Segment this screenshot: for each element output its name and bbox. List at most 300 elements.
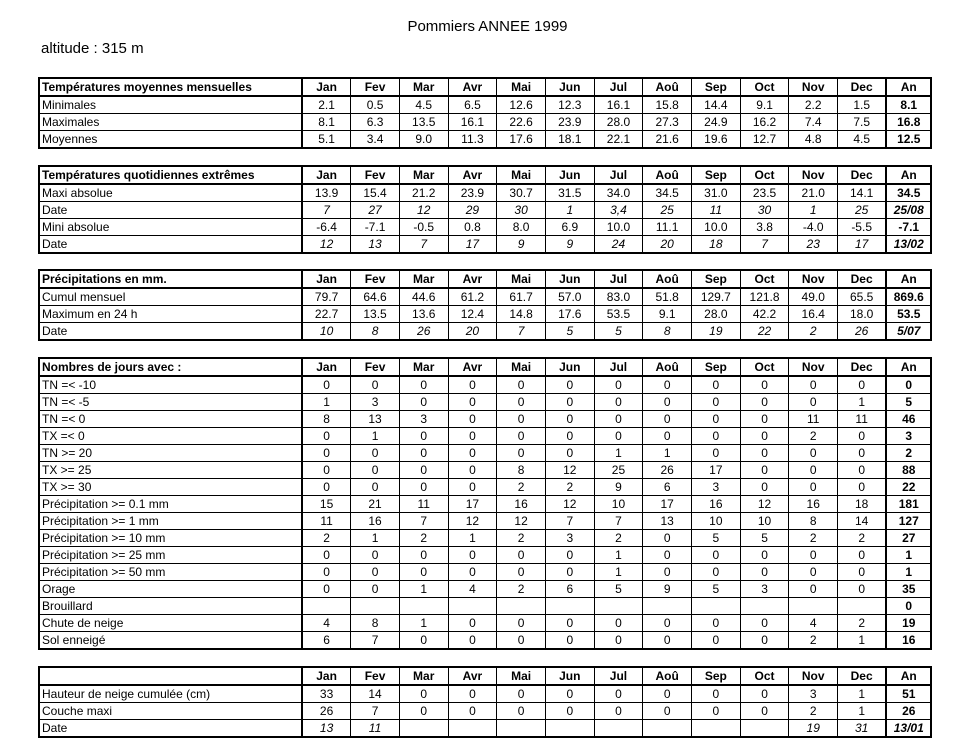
month-cell: 15	[302, 496, 351, 513]
table-header-row	[39, 358, 931, 376]
column-header: Jul	[594, 667, 643, 685]
month-cell: 0	[497, 547, 546, 564]
column-header: Jan	[302, 78, 351, 96]
month-cell: 16	[351, 513, 400, 530]
month-cell: 0	[643, 632, 692, 650]
month-cell: 0	[594, 632, 643, 650]
month-cell: 9.1	[740, 96, 789, 114]
month-cell: 6	[545, 581, 594, 598]
month-cell	[838, 598, 887, 615]
column-header: Jun	[545, 667, 594, 685]
column-header: An	[886, 667, 931, 685]
month-cell: 26	[302, 703, 351, 720]
month-cell: 25	[643, 202, 692, 219]
month-cell	[789, 598, 838, 615]
month-cell: 6.3	[351, 114, 400, 131]
month-cell: 0	[448, 632, 497, 650]
table-row	[39, 598, 931, 615]
month-cell: 22	[740, 323, 789, 341]
column-header: Jul	[594, 78, 643, 96]
month-cell: 0	[302, 547, 351, 564]
annual-cell: 8.1	[886, 96, 931, 114]
column-header: Sep	[692, 358, 741, 376]
month-cell: 17	[448, 496, 497, 513]
month-cell: 0	[399, 703, 448, 720]
month-cell: 57.0	[545, 288, 594, 306]
month-cell: 0	[351, 581, 400, 598]
month-cell	[594, 720, 643, 738]
month-cell: 0	[302, 479, 351, 496]
table-row	[39, 428, 931, 445]
month-cell: 19	[789, 720, 838, 738]
annual-cell: 5/07	[886, 323, 931, 341]
month-cell: 0	[594, 376, 643, 394]
month-cell: 0	[399, 479, 448, 496]
month-cell: 14.8	[497, 306, 546, 323]
month-cell: 44.6	[399, 288, 448, 306]
table-row	[39, 306, 931, 323]
month-cell	[448, 720, 497, 738]
month-cell: 16	[692, 496, 741, 513]
row-label: Couche maxi	[39, 703, 302, 720]
column-header: Jul	[594, 358, 643, 376]
month-cell: 129.7	[692, 288, 741, 306]
month-cell: 0	[740, 703, 789, 720]
table-precipitations	[38, 269, 932, 341]
month-cell: 0	[399, 632, 448, 650]
month-cell: 0	[448, 479, 497, 496]
month-cell: 14.4	[692, 96, 741, 114]
month-cell: 0	[302, 376, 351, 394]
month-cell: 0	[838, 376, 887, 394]
month-cell: 0	[789, 581, 838, 598]
month-cell: 1	[594, 445, 643, 462]
month-cell: 0	[351, 445, 400, 462]
month-cell	[692, 598, 741, 615]
month-cell: 0.8	[448, 219, 497, 236]
month-cell: 0	[692, 428, 741, 445]
month-cell: 0	[594, 703, 643, 720]
column-header: Avr	[448, 270, 497, 288]
column-header: Mai	[497, 270, 546, 288]
month-cell: 0	[643, 703, 692, 720]
month-cell: 0	[692, 376, 741, 394]
month-cell: 2	[497, 479, 546, 496]
month-cell: 11	[399, 496, 448, 513]
month-cell: 15.4	[351, 184, 400, 202]
column-header: Sep	[692, 270, 741, 288]
month-cell: 0	[692, 411, 741, 428]
month-cell: 21.6	[643, 131, 692, 149]
column-header: Jan	[302, 166, 351, 184]
column-header: Jun	[545, 78, 594, 96]
month-cell: 0	[302, 445, 351, 462]
month-cell: 11.3	[448, 131, 497, 149]
month-cell	[448, 598, 497, 615]
row-label: Cumul mensuel	[39, 288, 302, 306]
annual-cell: 53.5	[886, 306, 931, 323]
month-cell: 0	[545, 615, 594, 632]
month-cell: 3	[351, 394, 400, 411]
month-cell: 17	[838, 236, 887, 254]
month-cell: 8	[302, 411, 351, 428]
month-cell: 24	[594, 236, 643, 254]
month-cell: 1	[643, 445, 692, 462]
month-cell: 8	[351, 615, 400, 632]
month-cell: 0	[448, 462, 497, 479]
month-cell: 0	[643, 615, 692, 632]
annual-cell: 19	[886, 615, 931, 632]
month-cell: 0	[497, 394, 546, 411]
month-cell: 0	[497, 428, 546, 445]
month-cell: 23.9	[545, 114, 594, 131]
month-cell: 10	[740, 513, 789, 530]
month-cell: 21.0	[789, 184, 838, 202]
month-cell: 7	[594, 513, 643, 530]
month-cell: 30.7	[497, 184, 546, 202]
section-title: Températures quotidiennes extrêmes	[39, 166, 302, 184]
month-cell: 2	[594, 530, 643, 547]
month-cell: 0	[789, 445, 838, 462]
month-cell: 6.5	[448, 96, 497, 114]
column-header: Mar	[399, 358, 448, 376]
month-cell: 34.0	[594, 184, 643, 202]
month-cell: 0	[351, 479, 400, 496]
column-header: Mar	[399, 78, 448, 96]
month-cell: 22.1	[594, 131, 643, 149]
month-cell: 0	[399, 685, 448, 703]
column-header: Aoû	[643, 270, 692, 288]
month-cell: 0	[643, 376, 692, 394]
month-cell: 0	[594, 615, 643, 632]
column-header: Jun	[545, 166, 594, 184]
month-cell: 7	[545, 513, 594, 530]
annual-cell: 1	[886, 564, 931, 581]
month-cell: 0	[692, 394, 741, 411]
month-cell: 61.7	[497, 288, 546, 306]
month-cell: 0	[448, 428, 497, 445]
month-cell: 0	[448, 445, 497, 462]
column-header: Mai	[497, 78, 546, 96]
month-cell: 0	[740, 685, 789, 703]
month-cell: 18.1	[545, 131, 594, 149]
month-cell: 23.5	[740, 184, 789, 202]
month-cell: 0	[838, 564, 887, 581]
month-cell: 21	[351, 496, 400, 513]
month-cell: 2	[497, 530, 546, 547]
column-header: Avr	[448, 166, 497, 184]
annual-cell: 34.5	[886, 184, 931, 202]
month-cell: 0	[643, 685, 692, 703]
month-cell: 0	[643, 411, 692, 428]
month-cell: 12	[399, 202, 448, 219]
month-cell: 0	[399, 547, 448, 564]
annual-cell: 16.8	[886, 114, 931, 131]
table-row	[39, 462, 931, 479]
month-cell: 0	[448, 615, 497, 632]
column-header: Fev	[351, 78, 400, 96]
column-header: Fev	[351, 667, 400, 685]
annual-cell: 88	[886, 462, 931, 479]
month-cell: 3.8	[740, 219, 789, 236]
month-cell: 0	[302, 428, 351, 445]
annual-cell: 127	[886, 513, 931, 530]
month-cell: 0	[643, 428, 692, 445]
month-cell: 2	[545, 479, 594, 496]
month-cell: 12.3	[545, 96, 594, 114]
month-cell: 10	[594, 496, 643, 513]
table-row	[39, 323, 931, 341]
annual-cell: 22	[886, 479, 931, 496]
column-header: An	[886, 270, 931, 288]
month-cell: 0	[448, 703, 497, 720]
month-cell: 17	[643, 496, 692, 513]
column-header: Oct	[740, 166, 789, 184]
column-header: An	[886, 78, 931, 96]
table-row	[39, 530, 931, 547]
month-cell: 0	[594, 411, 643, 428]
annual-cell: 181	[886, 496, 931, 513]
column-header: Jun	[545, 270, 594, 288]
month-cell: 14	[838, 513, 887, 530]
month-cell: 8.1	[302, 114, 351, 131]
table-row	[39, 219, 931, 236]
month-cell: 5	[740, 530, 789, 547]
month-cell: 2.1	[302, 96, 351, 114]
table-row	[39, 615, 931, 632]
month-cell: 28.0	[594, 114, 643, 131]
month-cell: 12	[545, 462, 594, 479]
month-cell: 7	[351, 632, 400, 650]
month-cell: 23.9	[448, 184, 497, 202]
month-cell: 27	[351, 202, 400, 219]
month-cell: 10.0	[692, 219, 741, 236]
column-header: Oct	[740, 358, 789, 376]
month-cell: 16.2	[740, 114, 789, 131]
month-cell: 42.2	[740, 306, 789, 323]
month-cell	[399, 598, 448, 615]
annual-cell: 26	[886, 703, 931, 720]
row-label: Maxi absolue	[39, 184, 302, 202]
month-cell: 30	[497, 202, 546, 219]
month-cell: 25	[594, 462, 643, 479]
table-row	[39, 581, 931, 598]
month-cell: 6.9	[545, 219, 594, 236]
column-header: Oct	[740, 667, 789, 685]
table-row	[39, 703, 931, 720]
month-cell: 1.5	[838, 96, 887, 114]
table-neige	[38, 666, 932, 738]
column-header: Aoû	[643, 358, 692, 376]
column-header: Aoû	[643, 78, 692, 96]
row-label: TN >= 20	[39, 445, 302, 462]
month-cell: 0	[545, 445, 594, 462]
month-cell: -6.4	[302, 219, 351, 236]
month-cell: 12.7	[740, 131, 789, 149]
month-cell: 0	[497, 615, 546, 632]
column-header: Avr	[448, 78, 497, 96]
column-header: Sep	[692, 166, 741, 184]
month-cell: 2	[302, 530, 351, 547]
column-header: Nov	[789, 358, 838, 376]
month-cell: 9	[497, 236, 546, 254]
column-header: Avr	[448, 358, 497, 376]
column-header: Dec	[838, 166, 887, 184]
month-cell: 0	[692, 632, 741, 650]
month-cell	[497, 598, 546, 615]
month-cell: 0	[351, 462, 400, 479]
month-cell: 0	[399, 445, 448, 462]
month-cell: 49.0	[789, 288, 838, 306]
month-cell	[740, 598, 789, 615]
month-cell: 79.7	[302, 288, 351, 306]
month-cell: 16.1	[448, 114, 497, 131]
month-cell: 7	[740, 236, 789, 254]
month-cell: 26	[399, 323, 448, 341]
table-row	[39, 720, 931, 738]
column-header: Aoû	[643, 166, 692, 184]
month-cell: 1	[351, 530, 400, 547]
month-cell: 0	[740, 462, 789, 479]
month-cell	[740, 720, 789, 738]
month-cell: 0	[789, 547, 838, 564]
month-cell: 0	[740, 411, 789, 428]
month-cell: 12	[497, 513, 546, 530]
month-cell: 1	[594, 564, 643, 581]
annual-cell: 16	[886, 632, 931, 650]
column-header: Jan	[302, 358, 351, 376]
month-cell: 2	[497, 581, 546, 598]
month-cell: 1	[399, 581, 448, 598]
month-cell: 0	[838, 547, 887, 564]
month-cell: 28.0	[692, 306, 741, 323]
table-header-row	[39, 667, 931, 685]
month-cell: 7	[399, 236, 448, 254]
column-header: Dec	[838, 78, 887, 96]
month-cell: 9.0	[399, 131, 448, 149]
month-cell: 0	[789, 376, 838, 394]
month-cell: 0	[838, 581, 887, 598]
column-header: Jan	[302, 667, 351, 685]
column-header: Fev	[351, 358, 400, 376]
month-cell: 12	[448, 513, 497, 530]
column-header: Mai	[497, 358, 546, 376]
section-title: Nombres de jours avec :	[39, 358, 302, 376]
month-cell: 0	[789, 394, 838, 411]
month-cell: 11.1	[643, 219, 692, 236]
month-cell: 4.8	[789, 131, 838, 149]
month-cell: 0	[399, 376, 448, 394]
month-cell: 0	[692, 703, 741, 720]
month-cell: 13.6	[399, 306, 448, 323]
month-cell: 2	[399, 530, 448, 547]
column-header: Avr	[448, 667, 497, 685]
column-header: Fev	[351, 166, 400, 184]
month-cell: 13.5	[351, 306, 400, 323]
month-cell: 0	[740, 547, 789, 564]
row-label: TX =< 0	[39, 428, 302, 445]
table-row	[39, 202, 931, 219]
month-cell: 2	[789, 428, 838, 445]
month-cell: 0	[545, 564, 594, 581]
month-cell: 5	[594, 323, 643, 341]
row-label: Mini absolue	[39, 219, 302, 236]
month-cell: 26	[838, 323, 887, 341]
month-cell: 3	[692, 479, 741, 496]
month-cell: 16	[789, 496, 838, 513]
column-header: Mai	[497, 667, 546, 685]
month-cell: 11	[692, 202, 741, 219]
table-row	[39, 236, 931, 254]
month-cell: 5	[692, 530, 741, 547]
month-cell: 0	[740, 445, 789, 462]
month-cell: 11	[789, 411, 838, 428]
month-cell: 0	[545, 547, 594, 564]
month-cell: 0	[399, 564, 448, 581]
month-cell: 0	[740, 479, 789, 496]
table-row	[39, 685, 931, 703]
month-cell: 1	[351, 428, 400, 445]
annual-cell: 13/02	[886, 236, 931, 254]
month-cell: 31.0	[692, 184, 741, 202]
month-cell	[545, 720, 594, 738]
month-cell: 3	[789, 685, 838, 703]
month-cell: 0	[448, 394, 497, 411]
annual-cell: 0	[886, 376, 931, 394]
annual-cell: 869.6	[886, 288, 931, 306]
month-cell: 3,4	[594, 202, 643, 219]
month-cell: 8	[351, 323, 400, 341]
column-header: Dec	[838, 358, 887, 376]
month-cell: 1	[302, 394, 351, 411]
month-cell: 0	[497, 632, 546, 650]
month-cell: 0	[740, 428, 789, 445]
month-cell: 19	[692, 323, 741, 341]
column-header: Fev	[351, 270, 400, 288]
month-cell: 0	[740, 376, 789, 394]
month-cell: 26	[643, 462, 692, 479]
month-cell: 8.0	[497, 219, 546, 236]
annual-cell: 25/08	[886, 202, 931, 219]
month-cell: 0	[594, 685, 643, 703]
month-cell: 22.7	[302, 306, 351, 323]
month-cell: 0	[692, 685, 741, 703]
column-header: Jan	[302, 270, 351, 288]
column-header: Sep	[692, 78, 741, 96]
month-cell: 0	[545, 685, 594, 703]
month-cell: 5.1	[302, 131, 351, 149]
month-cell: 17.6	[497, 131, 546, 149]
month-cell: 0	[497, 445, 546, 462]
month-cell: 53.5	[594, 306, 643, 323]
month-cell: 121.8	[740, 288, 789, 306]
month-cell: 4.5	[399, 96, 448, 114]
month-cell: 31.5	[545, 184, 594, 202]
month-cell: 1	[594, 547, 643, 564]
table-header-row	[39, 166, 931, 184]
month-cell: 14	[351, 685, 400, 703]
table-header-row	[39, 78, 931, 96]
row-label: Orage	[39, 581, 302, 598]
month-cell: 13	[643, 513, 692, 530]
month-cell: 12	[302, 236, 351, 254]
month-cell: 6	[643, 479, 692, 496]
month-cell: 29	[448, 202, 497, 219]
row-label: Maximales	[39, 114, 302, 131]
month-cell	[302, 598, 351, 615]
month-cell: 19.6	[692, 131, 741, 149]
month-cell: 0	[545, 703, 594, 720]
